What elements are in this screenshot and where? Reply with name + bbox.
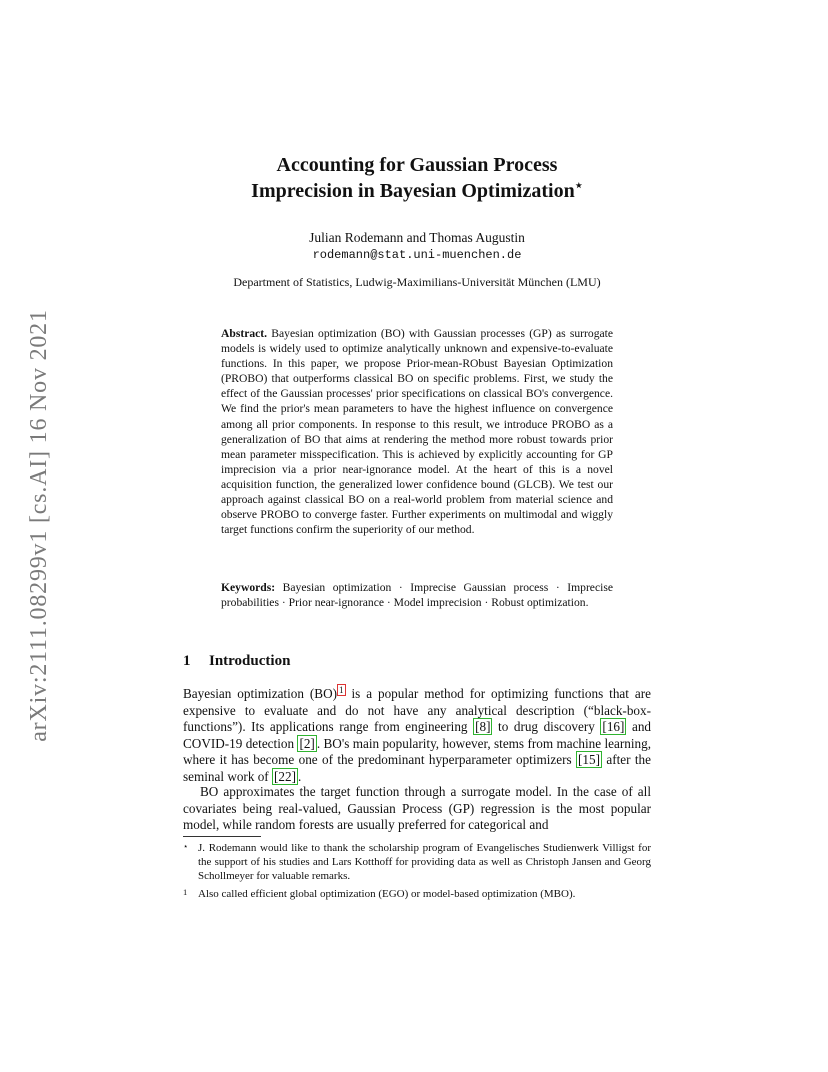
footnote-star-text: J. Rodemann would like to thank the scholarship program of Evangelisches Studienwerk Villigst for the support of his studies and Lars Kotthoff for providing data as well as Christoph Jansen and Georg Schollmeyer for valuable remarks. [198, 842, 651, 882]
para1-text-7: . [297, 768, 302, 784]
section-heading [183, 651, 290, 671]
keywords [221, 580, 613, 610]
abstract-label: Abstract. [221, 327, 268, 340]
footnote-link-1[interactable]: 1 [339, 684, 344, 695]
citation-link-15[interactable]: [15] [578, 752, 600, 767]
para1-text-3: to drug discovery [492, 719, 601, 734]
abstract [221, 326, 613, 537]
title-line-2: Imprecision in Bayesian Optimization [251, 180, 575, 202]
affiliation: Department of Statistics, Ludwig-Maximilians-Universität München (LMU) [233, 275, 601, 289]
footnote-1 [183, 887, 651, 901]
footnote-star-mark: ⋆ [183, 841, 189, 851]
citation-link-16[interactable]: [16] [602, 719, 625, 734]
author-list: Julian Rodemann and Thomas Augustin [309, 230, 525, 245]
para1-text-1: Bayesian optimization (BO) [183, 686, 337, 701]
paper-title [150, 152, 684, 204]
title-footnote-mark: ⋆ [574, 177, 583, 193]
citation-link-8[interactable]: [8] [475, 719, 491, 734]
citation-link-22[interactable]: [22] [274, 768, 296, 784]
arxiv-identifier-stamp [18, 290, 60, 760]
footnote-1-mark: 1 [183, 887, 188, 897]
keywords-label: Keywords: [221, 581, 276, 594]
section-number: 1 [183, 653, 191, 669]
intro-paragraph-2: BO approximates the target function through a surrogate model. In the case of all covariates being real-valued, Gaussian Process (GP) regression is the most popular model, while random forests are usually preferred for categorical and [183, 784, 651, 832]
para1-text-5: . BO's main popularity, however, stems from machine learning, where it has become one of the predominant hyperparameter optimizers [183, 735, 652, 767]
citation-link-2[interactable]: [2] [299, 735, 315, 751]
footnote-star [183, 841, 651, 883]
para1-text-6: after the seminal work of [183, 752, 652, 784]
author-email: rodemann@stat.uni-muenchen.de [312, 248, 522, 262]
footnote-1-text: Also called efficient global optimization (EGO) or model-based optimization (MBO). [198, 888, 576, 900]
intro-paragraph-1 [183, 686, 651, 785]
arxiv-identifier-text: arXiv:2111.08299v1 [cs.AI] 16 Nov 2021 [25, 308, 52, 742]
footnote-divider [183, 836, 261, 837]
keywords-text: Bayesian optimization · Imprecise Gaussian process · Imprecise probabilities · Prior near-ignorance · Model imprecision · Robust optimization. [221, 581, 613, 610]
section-title: Introduction [209, 653, 291, 669]
para1-text-4: and COVID-19 detection [183, 719, 652, 751]
para1-text-2: is a popular method for optimizing functions that are expensive to evaluate and do not have any analytical description (“black-box-functions”). Its applications range from engineering [183, 686, 651, 734]
title-line-1: Accounting for Gaussian Process [276, 154, 558, 176]
abstract-text: Bayesian optimization (BO) with Gaussian processes (GP) as surrogate models is widely used to optimize analytically unknown and expensive-to-evaluate functions. In this paper, we propose Prior-mean-RObust Bayesian Optimization (PROBO) that outperforms classical BO on specific problems. First, we study the effect of the Gaussian processes' prior specifications on classical BO's convergence. We find the prior's mean parameters to have the highest influence on convergence among all prior components. In response to this result, we introduce PROBO as a generalization of BO that aims at rendering the method more robust towards prior mean parameter misspecification. This is achieved by explicitly accounting for GP imprecision via a prior near-ignorance model. At the heart of this is a novel acquisition function, the generalized lower confidence bound (GLCB). We test our approach against classical BO on a real-world problem from material science and observe PROBO to converge faster. Further experiments on multimodal and wiggly target functions confirm the superiority of our method. [221, 327, 613, 537]
